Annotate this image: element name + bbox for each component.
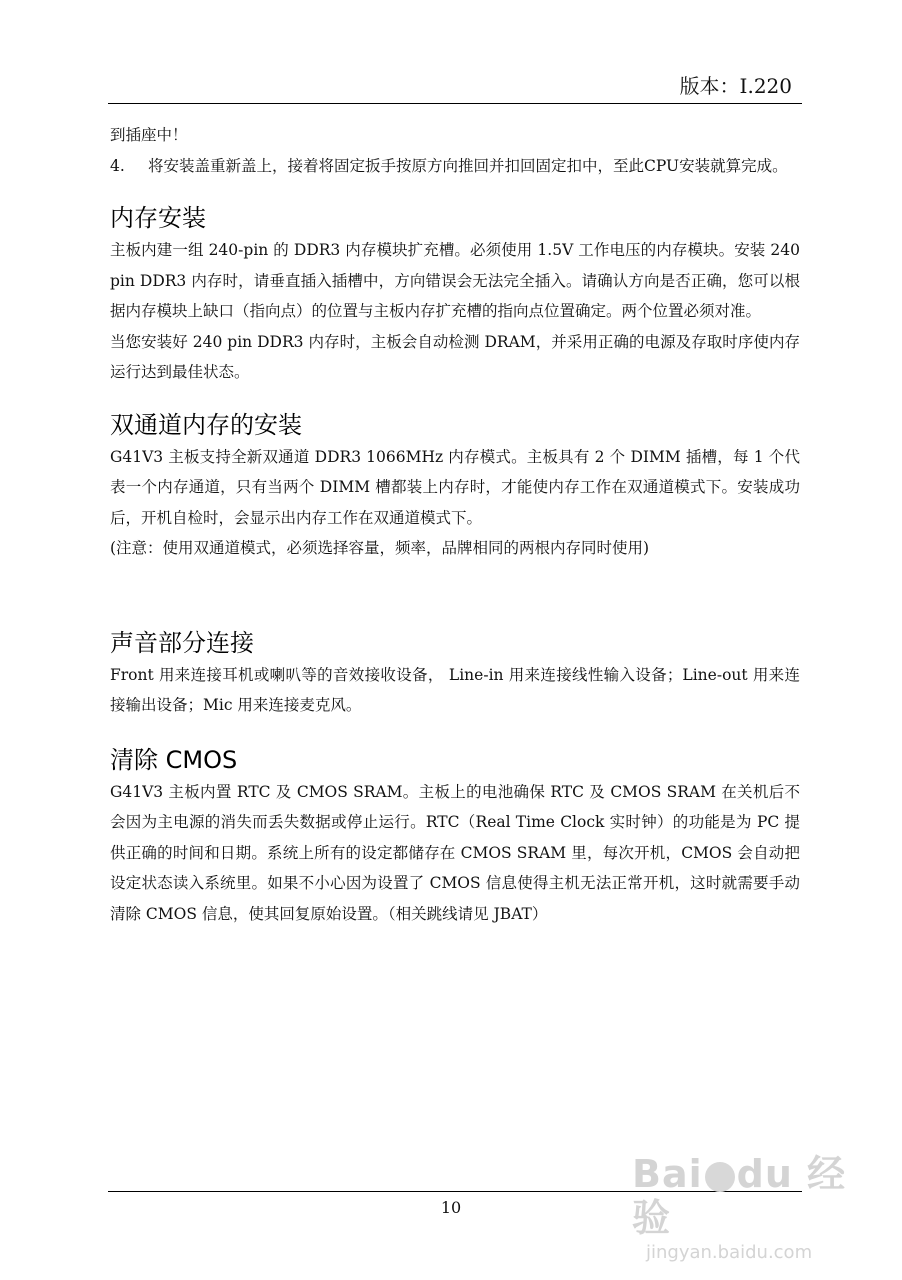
baidu-watermark	[632, 1152, 862, 1263]
section-title: 内存安装	[110, 204, 206, 232]
continuation-text: 到插座中！	[110, 126, 188, 144]
step-text: 将安装盖重新盖上，接着将固定扳手按原方向推回并扣回固定扣中，至此CPU安装就算完成。	[148, 156, 788, 175]
step-number: 4.	[110, 156, 125, 175]
section-audio	[110, 626, 800, 721]
section-title: 双通道内存的安装	[110, 410, 302, 439]
watermark-brand-right: du 经验	[632, 1152, 847, 1240]
step-item-4	[110, 151, 800, 182]
note-paragraph: (注意：使用双通道模式，必须选择容量，频率，品牌相同的两根内存同时使用)	[110, 539, 650, 557]
paragraph: 主板内建一组 240-pin 的 DDR3 内存模块扩充槽。必须使用 1.5V 工作电压的内存模块。安装 240 pin DDR3 内存时，请垂直插入插槽中，方向错误会无法完全插入。请确认方向是否正确，您可以根据内存模块上缺口（指向点）的位置与主板内存扩充槽的指向点位置确定。两个位置必须对准。	[110, 241, 800, 320]
paragraph: G41V3 主板内置 RTC 及 CMOS SRAM。主板上的电池确保 RTC 及 CMOS SRAM 在关机后不会因为主电源的消失而丢失数据或停止运行。RTC（Real Time Clock 实时钟）的功能是为 PC 提供正确的时间和日期。系统上所有的设定都储存在 CMOS SRAM 里，每次开机，CMOS 会自动把设定状态读入系统里。如果不小心因为设置了 CMOS 信息使得主机无法正常开机，这时就需要手动清除 CMOS 信息，使其回复原始设置。（相关跳线请见 JBAT）	[110, 782, 800, 923]
paragraph: 当您安装好 240 pin DDR3 内存时，主板会自动检测 DRAM，并采用正确的电源及存取时序使内存运行达到最佳状态。	[110, 332, 800, 381]
watermark-logo	[632, 1152, 862, 1240]
watermark-brand-left: Bai	[632, 1152, 703, 1196]
section-title: 声音部分连接	[110, 628, 254, 657]
paragraph: Front 用来连接耳机或喇叭等的音效接收设备， Line-in 用来连接线性输入设备；Line-out 用来连接输出设备；Mic 用来连接麦克风。	[110, 665, 800, 714]
section-memory-install	[110, 201, 800, 388]
page-number: 10	[440, 1198, 462, 1217]
section-clear-cmos	[110, 743, 800, 930]
paw-icon	[705, 1162, 735, 1192]
page-body	[110, 120, 800, 929]
section-dual-channel	[110, 408, 800, 564]
version-label: 版本：I.220	[679, 74, 792, 98]
section-title: 清除 CMOS	[110, 745, 238, 774]
paragraph: G41V3 主板支持全新双通道 DDR3 1066MHz 内存模式。主板具有 2 个 DIMM 插槽，每 1 个代表一个内存通道，只有当两个 DIMM 槽都装上内存时，才能使内存工作在双通道模式下。安装成功后，开机自检时，会显示出内存工作在双通道模式下。	[110, 447, 800, 527]
watermark-url: jingyan.baidu.com	[646, 1242, 813, 1263]
header-rule	[108, 103, 802, 104]
